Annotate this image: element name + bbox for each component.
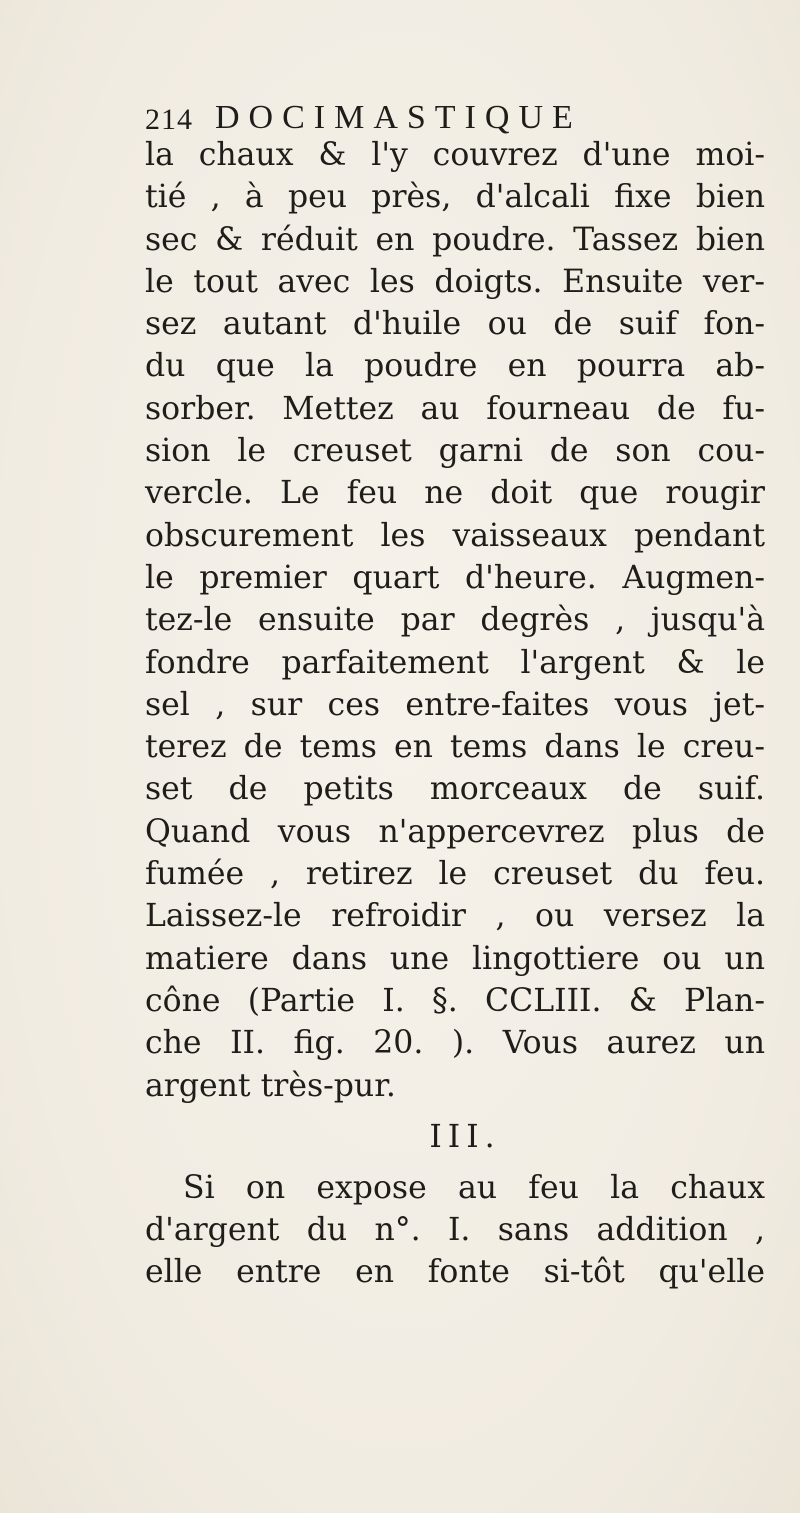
section-heading: III. xyxy=(429,1118,501,1155)
text-line: Si on expose au feu la chaux xyxy=(183,1169,765,1206)
running-head: DOCIMASTIQUE xyxy=(215,99,582,136)
body-text xyxy=(145,134,765,1294)
text-line: sez autant d'huile ou de suif fon- xyxy=(145,306,765,343)
text-line: che II. fig. 20. ). Vous aurez un xyxy=(145,1025,765,1062)
text-line: argent très-pur. xyxy=(145,1067,396,1104)
text-line: tez-le ensuite par degrès , jusqu'à xyxy=(145,602,765,639)
text-line: le tout avec les doigts. Ensuite ver- xyxy=(145,263,765,300)
text-line: sel , sur ces entre-faites vous jet- xyxy=(145,686,765,723)
text-line: Laissez-le refroidir , ou versez la xyxy=(145,898,765,935)
text-line: du que la poudre en pourra ab- xyxy=(145,348,765,385)
text-line: set de petits morceaux de suif. xyxy=(145,771,765,808)
text-line: sec & réduit en poudre. Tassez bien xyxy=(145,221,765,258)
text-line: sion le creuset garni de son cou- xyxy=(145,433,765,470)
text-line: matiere dans une lingottiere ou un xyxy=(145,940,765,977)
text-line: fondre parfaitement l'argent & le xyxy=(145,644,765,681)
text-line: fumée , retirez le creuset du feu. xyxy=(145,856,765,893)
text-line: le premier quart d'heure. Augmen- xyxy=(145,559,765,596)
text-line: d'argent du n°. I. sans addition , xyxy=(145,1212,765,1249)
page-number: 214 xyxy=(145,103,193,136)
text-line: elle entre en fonte si-tôt qu'elle xyxy=(145,1254,765,1291)
text-line: sorber. Mettez au fourneau de fu- xyxy=(145,390,765,427)
text-line: la chaux & l'y couvrez d'une moi- xyxy=(145,137,765,173)
text-line: Quand vous n'appercevrez plus de xyxy=(145,813,765,850)
text-line: tié , à peu près, d'alcali fixe bien xyxy=(145,179,765,216)
text-line: cône (Partie I. §. CCLIII. & Plan- xyxy=(145,982,765,1019)
text-line: terez de tems en tems dans le creu- xyxy=(145,729,765,766)
text-line: obscurement les vaisseaux pendant xyxy=(145,517,765,554)
text-line: vercle. Le feu ne doit que rougir xyxy=(145,475,765,512)
